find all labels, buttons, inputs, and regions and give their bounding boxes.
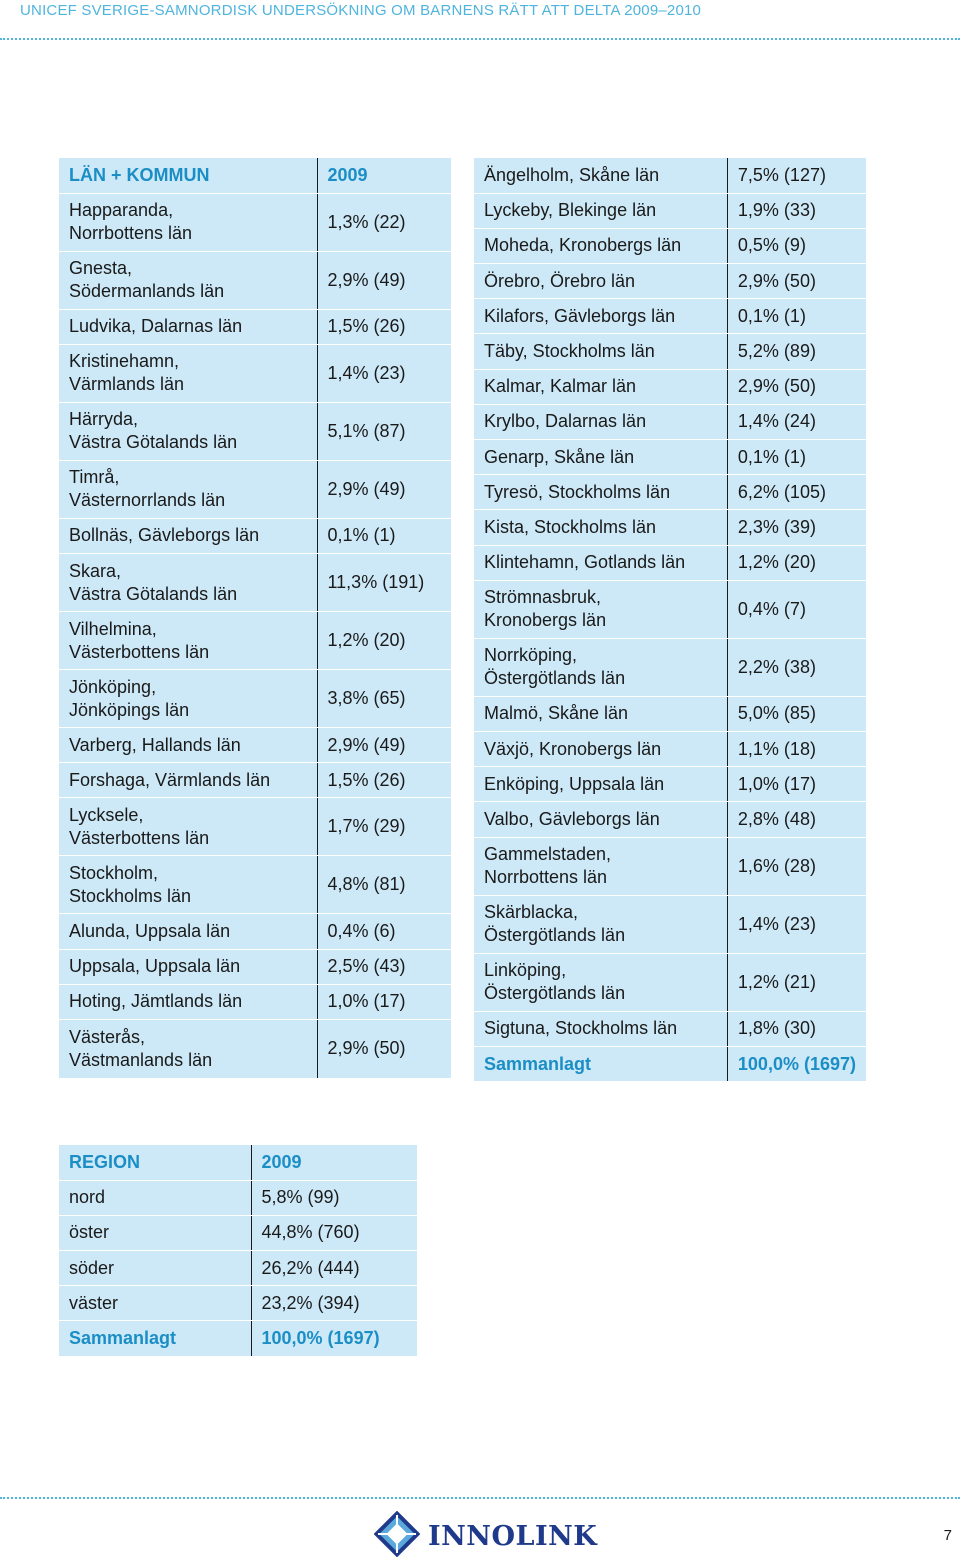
header-place: REGION (59, 1145, 251, 1180)
row-place: Klintehamn, Gotlands län (474, 545, 727, 580)
row-value: 1,9% (33) (727, 193, 866, 228)
row-place: Bollnäs, Gävleborgs län (59, 518, 317, 553)
row-value: 2,9% (49) (317, 251, 451, 309)
row-place: Gammelstaden, Norrbottens län (474, 837, 727, 895)
row-value: 1,4% (24) (727, 404, 866, 439)
row-value: 3,8% (65) (317, 670, 451, 728)
row-place: Krylbo, Dalarnas län (474, 404, 727, 439)
row-value: 1,0% (17) (727, 767, 866, 802)
total-label: Sammanlagt (59, 1321, 251, 1356)
table-header-row (59, 1145, 417, 1180)
row-value: 26,2% (444) (251, 1251, 417, 1286)
table-row (474, 696, 866, 731)
row-value: 0,4% (7) (727, 580, 866, 638)
row-value: 0,5% (9) (727, 228, 866, 263)
table-row (59, 949, 451, 984)
row-place: Alunda, Uppsala län (59, 914, 317, 949)
row-place: Uppsala, Uppsala län (59, 949, 317, 984)
row-place: Kristinehamn, Värmlands län (59, 344, 317, 402)
row-place: Hoting, Jämtlands län (59, 984, 317, 1019)
total-row (474, 1046, 866, 1081)
table-row (474, 1011, 866, 1046)
row-value: 0,1% (1) (727, 299, 866, 334)
table-row (474, 510, 866, 545)
table-row (59, 612, 451, 670)
row-value: 2,3% (39) (727, 510, 866, 545)
header-place: LÄN + KOMMUN (59, 158, 317, 193)
row-place: Vilhelmina, Västerbottens län (59, 612, 317, 670)
table-row (474, 895, 866, 953)
row-place: nord (59, 1180, 251, 1215)
row-value: 1,6% (28) (727, 837, 866, 895)
table-row (474, 158, 866, 193)
row-value: 1,2% (20) (317, 612, 451, 670)
table-row (59, 763, 451, 798)
row-place: Moheda, Kronobergs län (474, 228, 727, 263)
row-value: 5,8% (99) (251, 1180, 417, 1215)
table-row (59, 798, 451, 856)
row-place: Sigtuna, Stockholms län (474, 1011, 727, 1046)
table-row (59, 1251, 417, 1286)
row-value: 1,2% (21) (727, 953, 866, 1011)
header-year: 2009 (317, 158, 451, 193)
running-header: UNICEF SVERIGE-SAMNORDISK UNDERSÖKNING OM BARNENS RÄTT ATT DELTA 2009–2010 (20, 2, 702, 19)
table-row (474, 837, 866, 895)
table-row (474, 953, 866, 1011)
footer-divider (0, 1497, 960, 1499)
table-row (59, 251, 451, 309)
row-value: 2,9% (49) (317, 728, 451, 763)
row-value: 7,5% (127) (727, 158, 866, 193)
row-value: 2,2% (38) (727, 638, 866, 696)
row-value: 1,0% (17) (317, 984, 451, 1019)
table-kommun-continued (474, 158, 866, 1081)
table-row (59, 554, 451, 612)
row-value: 2,9% (50) (327, 1038, 406, 1059)
table-row (59, 728, 451, 763)
table-row (59, 309, 451, 344)
row-value: 1,4% (23) (727, 895, 866, 953)
row-value: 5,1% (87) (317, 402, 451, 460)
table-row (474, 475, 866, 510)
row-value: 2,9% (49) (317, 460, 451, 518)
row-place: Härryda, Västra Götalands län (59, 402, 317, 460)
row-place: Skara, Västra Götalands län (59, 554, 317, 612)
table-row (474, 638, 866, 696)
table-row (59, 1020, 451, 1078)
row-place: Forshaga, Värmlands län (59, 763, 317, 798)
row-value: 11,3% (191) (317, 554, 451, 612)
row-value: 1,5% (26) (317, 309, 451, 344)
table-row (59, 670, 451, 728)
row-place: Linköping, Östergötlands län (474, 953, 727, 1011)
page-number: 7 (943, 1527, 952, 1544)
row-value: 1,5% (26) (317, 763, 451, 798)
table-row (474, 299, 866, 334)
table-row (474, 334, 866, 369)
table-row (474, 193, 866, 228)
row-value: 1,1% (18) (727, 731, 866, 766)
row-value: 1,4% (23) (317, 344, 451, 402)
row-value: 2,8% (48) (727, 802, 866, 837)
table-header-row (59, 158, 451, 193)
table-lan-kommun (59, 158, 451, 1078)
total-row (59, 1321, 417, 1356)
row-place: Lyckeby, Blekinge län (474, 193, 727, 228)
row-value: 1,7% (29) (317, 798, 451, 856)
table-row (474, 404, 866, 439)
row-place: Genarp, Skåne län (474, 440, 727, 475)
row-place: Jönköping, Jönköpings län (59, 670, 317, 728)
row-value: 2,9% (50) (727, 264, 866, 299)
total-value: 100,0% (1697) (261, 1328, 380, 1349)
table-row (59, 518, 451, 553)
row-place: Västerås, Västmanlands län (59, 1020, 317, 1078)
row-place: Kilafors, Gävleborgs län (474, 299, 727, 334)
row-place: Gnesta, Södermanlands län (59, 251, 317, 309)
row-value: 23,2% (394) (251, 1286, 417, 1321)
innolink-knot-icon (374, 1511, 420, 1562)
table-row (59, 914, 451, 949)
row-place: Malmö, Skåne län (474, 696, 727, 731)
table-row (474, 580, 866, 638)
table-row (474, 264, 866, 299)
row-place: väster (59, 1286, 251, 1321)
row-place: Valbo, Gävleborgs län (474, 802, 727, 837)
row-place: Enköping, Uppsala län (474, 767, 727, 802)
table-row (474, 440, 866, 475)
row-place: Kalmar, Kalmar län (474, 369, 727, 404)
row-value: 6,2% (105) (727, 475, 866, 510)
table-row (474, 802, 866, 837)
table-row (59, 856, 451, 914)
row-value: 5,0% (85) (727, 696, 866, 731)
row-place: Strömnasbruk, Kronobergs län (474, 580, 727, 638)
row-value: 0,1% (1) (727, 440, 866, 475)
row-place: Varberg, Hallands län (59, 728, 317, 763)
row-place: Ängelholm, Skåne län (474, 158, 727, 193)
row-place: Timrå, Västernorrlands län (59, 460, 317, 518)
table-row (474, 731, 866, 766)
row-value: 0,1% (1) (317, 518, 451, 553)
row-value: 1,3% (22) (317, 193, 451, 251)
row-value: 2,5% (43) (317, 949, 451, 984)
header-year: 2009 (251, 1145, 417, 1180)
table-row (59, 344, 451, 402)
table-row (474, 228, 866, 263)
row-place: Skärblacka, Östergötlands län (474, 895, 727, 953)
row-place: öster (59, 1215, 251, 1250)
row-value: 5,2% (89) (727, 334, 866, 369)
row-place: Tyresö, Stockholms län (474, 475, 727, 510)
row-place: Stockholm, Stockholms län (59, 856, 317, 914)
row-value: 1,2% (20) (727, 545, 866, 580)
row-place: Kista, Stockholms län (474, 510, 727, 545)
table-row (59, 193, 451, 251)
row-place: Täby, Stockholms län (474, 334, 727, 369)
header-divider (0, 38, 960, 40)
table-row (474, 545, 866, 580)
total-label: Sammanlagt (474, 1046, 727, 1081)
row-value: 1,8% (30) (727, 1011, 866, 1046)
row-value: 2,9% (50) (727, 369, 866, 404)
row-place: Lycksele, Västerbottens län (59, 798, 317, 856)
innolink-wordmark: INNOLINK (428, 1520, 598, 1552)
row-value: 0,4% (6) (317, 914, 451, 949)
row-place: Växjö, Kronobergs län (474, 731, 727, 766)
table-row (59, 1180, 417, 1215)
table-row (474, 369, 866, 404)
table-row (59, 1215, 417, 1250)
row-place: Örebro, Örebro län (474, 264, 727, 299)
table-region (59, 1145, 417, 1356)
row-place: söder (59, 1251, 251, 1286)
row-value: 44,8% (760) (251, 1215, 417, 1250)
row-value: 4,8% (81) (317, 856, 451, 914)
table-row (474, 767, 866, 802)
table-row (59, 1286, 417, 1321)
table-row (59, 402, 451, 460)
innolink-logo (374, 1512, 597, 1560)
table-row (59, 460, 451, 518)
row-place: Happaranda, Norrbottens län (59, 193, 317, 251)
table-row (59, 984, 451, 1019)
row-place: Norrköping, Östergötlands län (474, 638, 727, 696)
row-place: Ludvika, Dalarnas län (59, 309, 317, 344)
total-value: 100,0% (1697) (737, 1053, 856, 1074)
